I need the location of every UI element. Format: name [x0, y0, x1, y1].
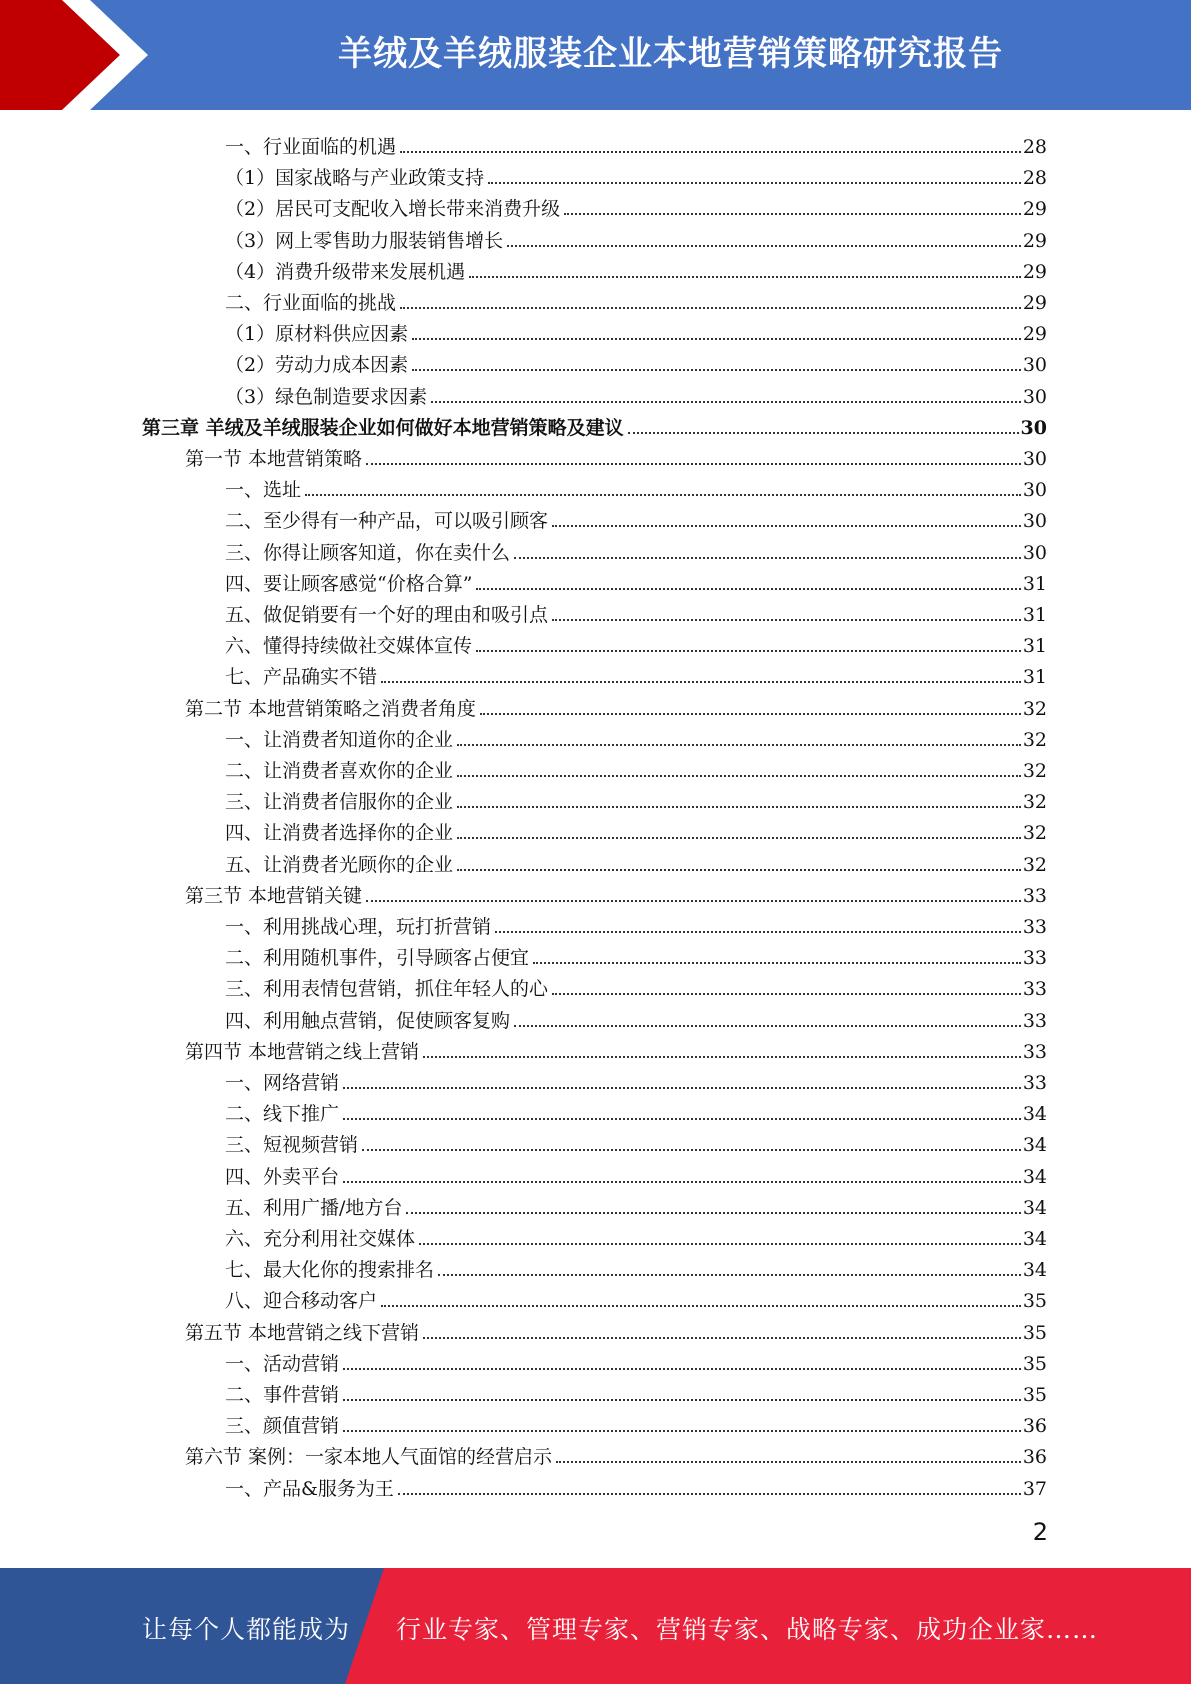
- toc-entry-page: 33: [1022, 1072, 1047, 1094]
- toc-entry-label: 三、短视频营销: [225, 1134, 359, 1157]
- toc-entry[interactable]: [225, 377, 1047, 408]
- toc-entry-page: 30: [1022, 541, 1047, 564]
- toc-dot-leader: [457, 868, 1021, 871]
- toc-entry[interactable]: [225, 252, 1047, 283]
- toc-entry-page: 29: [1022, 229, 1047, 252]
- toc-entry-label: 一、利用挑战心理，玩打折营销: [225, 916, 492, 938]
- toc-entry-page: 35: [1022, 1352, 1047, 1375]
- toc-dot-leader: [412, 368, 1021, 371]
- toc-entry-page: 37: [1022, 1477, 1047, 1500]
- toc-entry-label: 四、让消费者选择你的企业: [225, 822, 454, 845]
- toc-dot-leader: [366, 462, 1021, 465]
- toc-entry-page: 33: [1022, 947, 1047, 970]
- toc-entry[interactable]: [185, 1313, 1047, 1344]
- toc-dot-leader: [423, 1336, 1021, 1339]
- toc-entry-label: （3）绿色制造要求因素: [225, 385, 428, 408]
- toc-entry[interactable]: [225, 158, 1047, 189]
- toc-entry-label: 第六节 案例：一家本地人气面馆的经营启示: [185, 1446, 553, 1469]
- toc-entry-page: 31: [1022, 666, 1047, 689]
- toc-dot-leader: [457, 774, 1021, 777]
- toc-entry-label: 三、颜值营销: [225, 1415, 340, 1438]
- toc-entry-label: 第三节 本地营销关键: [185, 884, 363, 907]
- toc-dot-leader: [343, 1367, 1021, 1370]
- toc-entry-label: 四、利用触点营销，促使顾客复购: [225, 1009, 511, 1032]
- toc-dot-leader: [343, 1398, 1021, 1401]
- toc-dot-leader: [514, 556, 1021, 559]
- toc-entry-label: 一、让消费者知道你的企业: [225, 728, 454, 751]
- toc-entry-page: 34: [1022, 1165, 1047, 1188]
- toc-entry[interactable]: [225, 1250, 1047, 1281]
- toc-entry-label: 二、事件营销: [225, 1384, 340, 1406]
- toc-dot-leader: [343, 1429, 1021, 1432]
- toc-entry[interactable]: [225, 657, 1047, 688]
- header-title: 羊绒及羊绒服装企业本地营销策略研究报告: [338, 34, 1003, 74]
- toc-dot-leader: [381, 1304, 1021, 1307]
- toc-entry-label: 六、充分利用社交媒体: [225, 1228, 416, 1250]
- toc-entry-label: （1）原材料供应因素: [225, 323, 409, 346]
- toc-entry-page: 30: [1022, 510, 1047, 533]
- toc-dot-leader: [552, 992, 1021, 995]
- toc-dot-leader: [406, 1211, 1020, 1214]
- toc-dot-leader: [431, 400, 1021, 403]
- toc-dot-leader: [362, 1148, 1021, 1151]
- toc-entry-label: 二、利用随机事件，引导顾客占便宜: [225, 947, 530, 970]
- toc-entry-label: 八、迎合移动客户: [225, 1290, 378, 1313]
- toc-dot-leader: [556, 1460, 1021, 1463]
- toc-dot-leader: [412, 337, 1021, 340]
- toc-dot-leader: [480, 712, 1021, 715]
- toc-entry[interactable]: [142, 408, 1047, 439]
- toc-entry-page: 33: [1022, 916, 1047, 938]
- toc-entry[interactable]: [225, 907, 1047, 938]
- toc-entry[interactable]: [225, 1157, 1047, 1188]
- toc-dot-leader: [438, 1273, 1021, 1276]
- toc-entry[interactable]: [225, 533, 1047, 564]
- toc-dot-leader: [398, 1492, 1021, 1495]
- toc-entry[interactable]: [225, 1375, 1047, 1406]
- toc-entry[interactable]: [225, 845, 1047, 876]
- toc-entry-label: 七、最大化你的搜索排名: [225, 1259, 435, 1282]
- toc-entry[interactable]: [225, 564, 1047, 595]
- toc-entry[interactable]: [225, 1219, 1047, 1250]
- toc-entry[interactable]: [225, 1344, 1047, 1375]
- toc-dot-leader: [457, 805, 1021, 808]
- toc-entry-page: 29: [1022, 198, 1047, 221]
- header-banner: [0, 0, 1191, 110]
- toc-entry[interactable]: [225, 595, 1047, 626]
- toc-entry-page: 33: [1022, 884, 1047, 907]
- toc-dot-leader: [552, 524, 1021, 527]
- toc-dot-leader: [343, 1086, 1021, 1089]
- toc-dot-leader: [476, 587, 1020, 590]
- page-number: 2: [1032, 1518, 1048, 1546]
- toc-entry-label: 三、利用表情包营销，抓住年轻人的心: [225, 978, 549, 1001]
- toc-entry[interactable]: [225, 314, 1047, 345]
- toc-entry-page: 29: [1022, 323, 1047, 346]
- toc-entry-page: 30: [1020, 416, 1047, 439]
- toc-dot-leader: [495, 930, 1021, 933]
- toc-entry-label: 第四节 本地营销之线上营销: [185, 1040, 420, 1063]
- toc-dot-leader: [628, 431, 1019, 434]
- toc-entry-page: 31: [1022, 604, 1047, 626]
- footer-slogan-left: 让每个人都能成为: [142, 1615, 351, 1644]
- toc-entry[interactable]: [225, 782, 1047, 813]
- toc-entry-page: 30: [1022, 385, 1047, 408]
- toc-entry[interactable]: [225, 1469, 1047, 1500]
- toc-dot-leader: [400, 150, 1021, 153]
- toc-entry-label: 二、让消费者喜欢你的企业: [225, 760, 454, 782]
- toc-entry-page: 34: [1022, 1103, 1047, 1126]
- toc-entry-page: 31: [1022, 572, 1047, 595]
- toc-entry-page: 35: [1022, 1384, 1047, 1406]
- toc-entry[interactable]: [225, 127, 1047, 158]
- footer-banner: [0, 1568, 1191, 1684]
- toc-entry[interactable]: [225, 938, 1047, 969]
- toc-entry[interactable]: [225, 813, 1047, 844]
- toc-entry-label: 五、利用广播/地方台: [225, 1196, 403, 1219]
- toc-entry-label: 一、行业面临的机遇: [225, 136, 397, 158]
- toc-entry-label: 第二节 本地营销策略之消费者角度: [185, 697, 477, 720]
- toc-entry-page: 29: [1022, 292, 1047, 314]
- toc-dot-leader: [514, 1024, 1021, 1027]
- toc-entry[interactable]: [185, 876, 1047, 907]
- toc-entry-page: 33: [1022, 978, 1047, 1001]
- toc-entry-page: 32: [1022, 791, 1047, 814]
- toc-dot-leader: [564, 212, 1021, 215]
- toc-entry-page: 28: [1022, 136, 1047, 158]
- toc-entry-label: 三、你得让顾客知道，你在卖什么: [225, 541, 511, 564]
- toc-entry[interactable]: [225, 189, 1047, 220]
- toc-entry[interactable]: [225, 1125, 1047, 1156]
- toc-entry-label: （3）网上零售助力服装销售增长: [225, 229, 504, 252]
- toc-entry[interactable]: [225, 501, 1047, 532]
- toc-entry-page: 32: [1022, 697, 1047, 720]
- toc-entry-page: 34: [1022, 1228, 1047, 1250]
- toc-entry-label: 七、产品确实不错: [225, 666, 378, 689]
- toc-entry[interactable]: [225, 1188, 1047, 1219]
- toc-dot-leader: [423, 1055, 1021, 1058]
- toc-entry-label: 第五节 本地营销之线下营销: [185, 1321, 420, 1344]
- toc-dot-leader: [488, 181, 1021, 184]
- toc-dot-leader: [305, 493, 1021, 496]
- toc-entry-label: 一、网络营销: [225, 1072, 340, 1094]
- toc-entry-page: 35: [1022, 1321, 1047, 1344]
- toc-entry-label: （2）劳动力成本因素: [225, 354, 409, 377]
- toc-entry[interactable]: [185, 1437, 1047, 1468]
- toc-entry-page: 31: [1022, 635, 1047, 658]
- toc-entry-page: 30: [1022, 354, 1047, 377]
- toc-entry-page: 36: [1022, 1446, 1047, 1469]
- toc-entry-label: 四、外卖平台: [225, 1165, 340, 1188]
- toc-entry-page: 34: [1022, 1134, 1047, 1157]
- toc-entry-label: 一、选址: [225, 479, 302, 502]
- toc-entry-page: 29: [1022, 260, 1047, 283]
- toc-entry-label: （2）居民可支配收入增长带来消费升级: [225, 198, 561, 221]
- toc-entry-page: 32: [1022, 728, 1047, 751]
- toc-dot-leader: [381, 680, 1021, 683]
- toc-entry[interactable]: [225, 969, 1047, 1000]
- toc-entry[interactable]: [225, 720, 1047, 751]
- toc-entry-label: 二、行业面临的挑战: [225, 292, 397, 314]
- toc-entry-label: 第一节 本地营销策略: [185, 448, 363, 470]
- toc-entry-page: 36: [1022, 1415, 1047, 1438]
- toc-entry[interactable]: [185, 1032, 1047, 1063]
- toc-entry-page: 33: [1022, 1040, 1047, 1063]
- footer-slogan-right: 行业专家、管理专家、营销专家、战略专家、成功企业家……: [396, 1615, 1099, 1644]
- toc-entry[interactable]: [225, 1406, 1047, 1437]
- toc-entry[interactable]: [225, 1094, 1047, 1125]
- toc-entry-page: 34: [1022, 1196, 1047, 1219]
- toc-entry-page: 32: [1022, 822, 1047, 845]
- toc-entry-page: 30: [1022, 479, 1047, 502]
- toc-entry-page: 32: [1022, 853, 1047, 876]
- toc-entry[interactable]: [225, 1281, 1047, 1312]
- toc-dot-leader: [343, 1117, 1021, 1120]
- toc-dot-leader: [457, 836, 1021, 839]
- toc-entry[interactable]: [225, 626, 1047, 657]
- toc-dot-leader: [552, 618, 1021, 621]
- toc-entry-page: 34: [1022, 1259, 1047, 1282]
- toc-entry-label: 二、线下推广: [225, 1103, 340, 1126]
- toc-entry-label: 二、至少得有一种产品，可以吸引顾客: [225, 510, 549, 533]
- toc-entry-page: 35: [1022, 1290, 1047, 1313]
- toc-entry-label: （4）消费升级带来发展机遇: [225, 260, 466, 283]
- toc-dot-leader: [400, 306, 1021, 309]
- toc-dot-leader: [507, 244, 1021, 247]
- toc-entry[interactable]: [225, 751, 1047, 782]
- toc-entry-label: 第三章 羊绒及羊绒服装企业如何做好本地营销策略及建议: [142, 416, 624, 439]
- toc-entry[interactable]: [225, 1063, 1047, 1094]
- toc-entry[interactable]: [225, 283, 1047, 314]
- toc-entry-label: 三、让消费者信服你的企业: [225, 791, 454, 814]
- toc-entry-label: 四、要让顾客感觉“价格合算”: [225, 572, 473, 595]
- toc-entry-page: 30: [1022, 448, 1047, 470]
- toc-entry-page: 28: [1022, 167, 1047, 190]
- toc-dot-leader: [366, 899, 1021, 902]
- toc-entry[interactable]: [225, 345, 1047, 376]
- toc-dot-leader: [469, 275, 1021, 278]
- toc-entry-label: （1）国家战略与产业政策支持: [225, 167, 485, 190]
- toc-dot-leader: [476, 649, 1021, 652]
- toc-dot-leader: [419, 1242, 1021, 1245]
- toc-entry-page: 32: [1022, 760, 1047, 782]
- toc-entry-label: 一、产品&服务为王: [225, 1477, 394, 1500]
- toc-entry-label: 五、让消费者光顾你的企业: [225, 853, 454, 876]
- toc-entry-label: 六、懂得持续做社交媒体宣传: [225, 635, 473, 658]
- toc-entry[interactable]: [185, 439, 1047, 470]
- toc-entry[interactable]: [185, 689, 1047, 720]
- toc-entry-page: 33: [1022, 1009, 1047, 1032]
- toc-dot-leader: [457, 743, 1021, 746]
- toc-entry[interactable]: [225, 470, 1047, 501]
- toc-entry[interactable]: [225, 1001, 1047, 1032]
- toc-entry-label: 一、活动营销: [225, 1352, 340, 1375]
- toc-dot-leader: [343, 1180, 1021, 1183]
- toc-entry-label: 五、做促销要有一个好的理由和吸引点: [225, 604, 549, 626]
- toc-dot-leader: [533, 961, 1021, 964]
- toc-entry[interactable]: [225, 221, 1047, 252]
